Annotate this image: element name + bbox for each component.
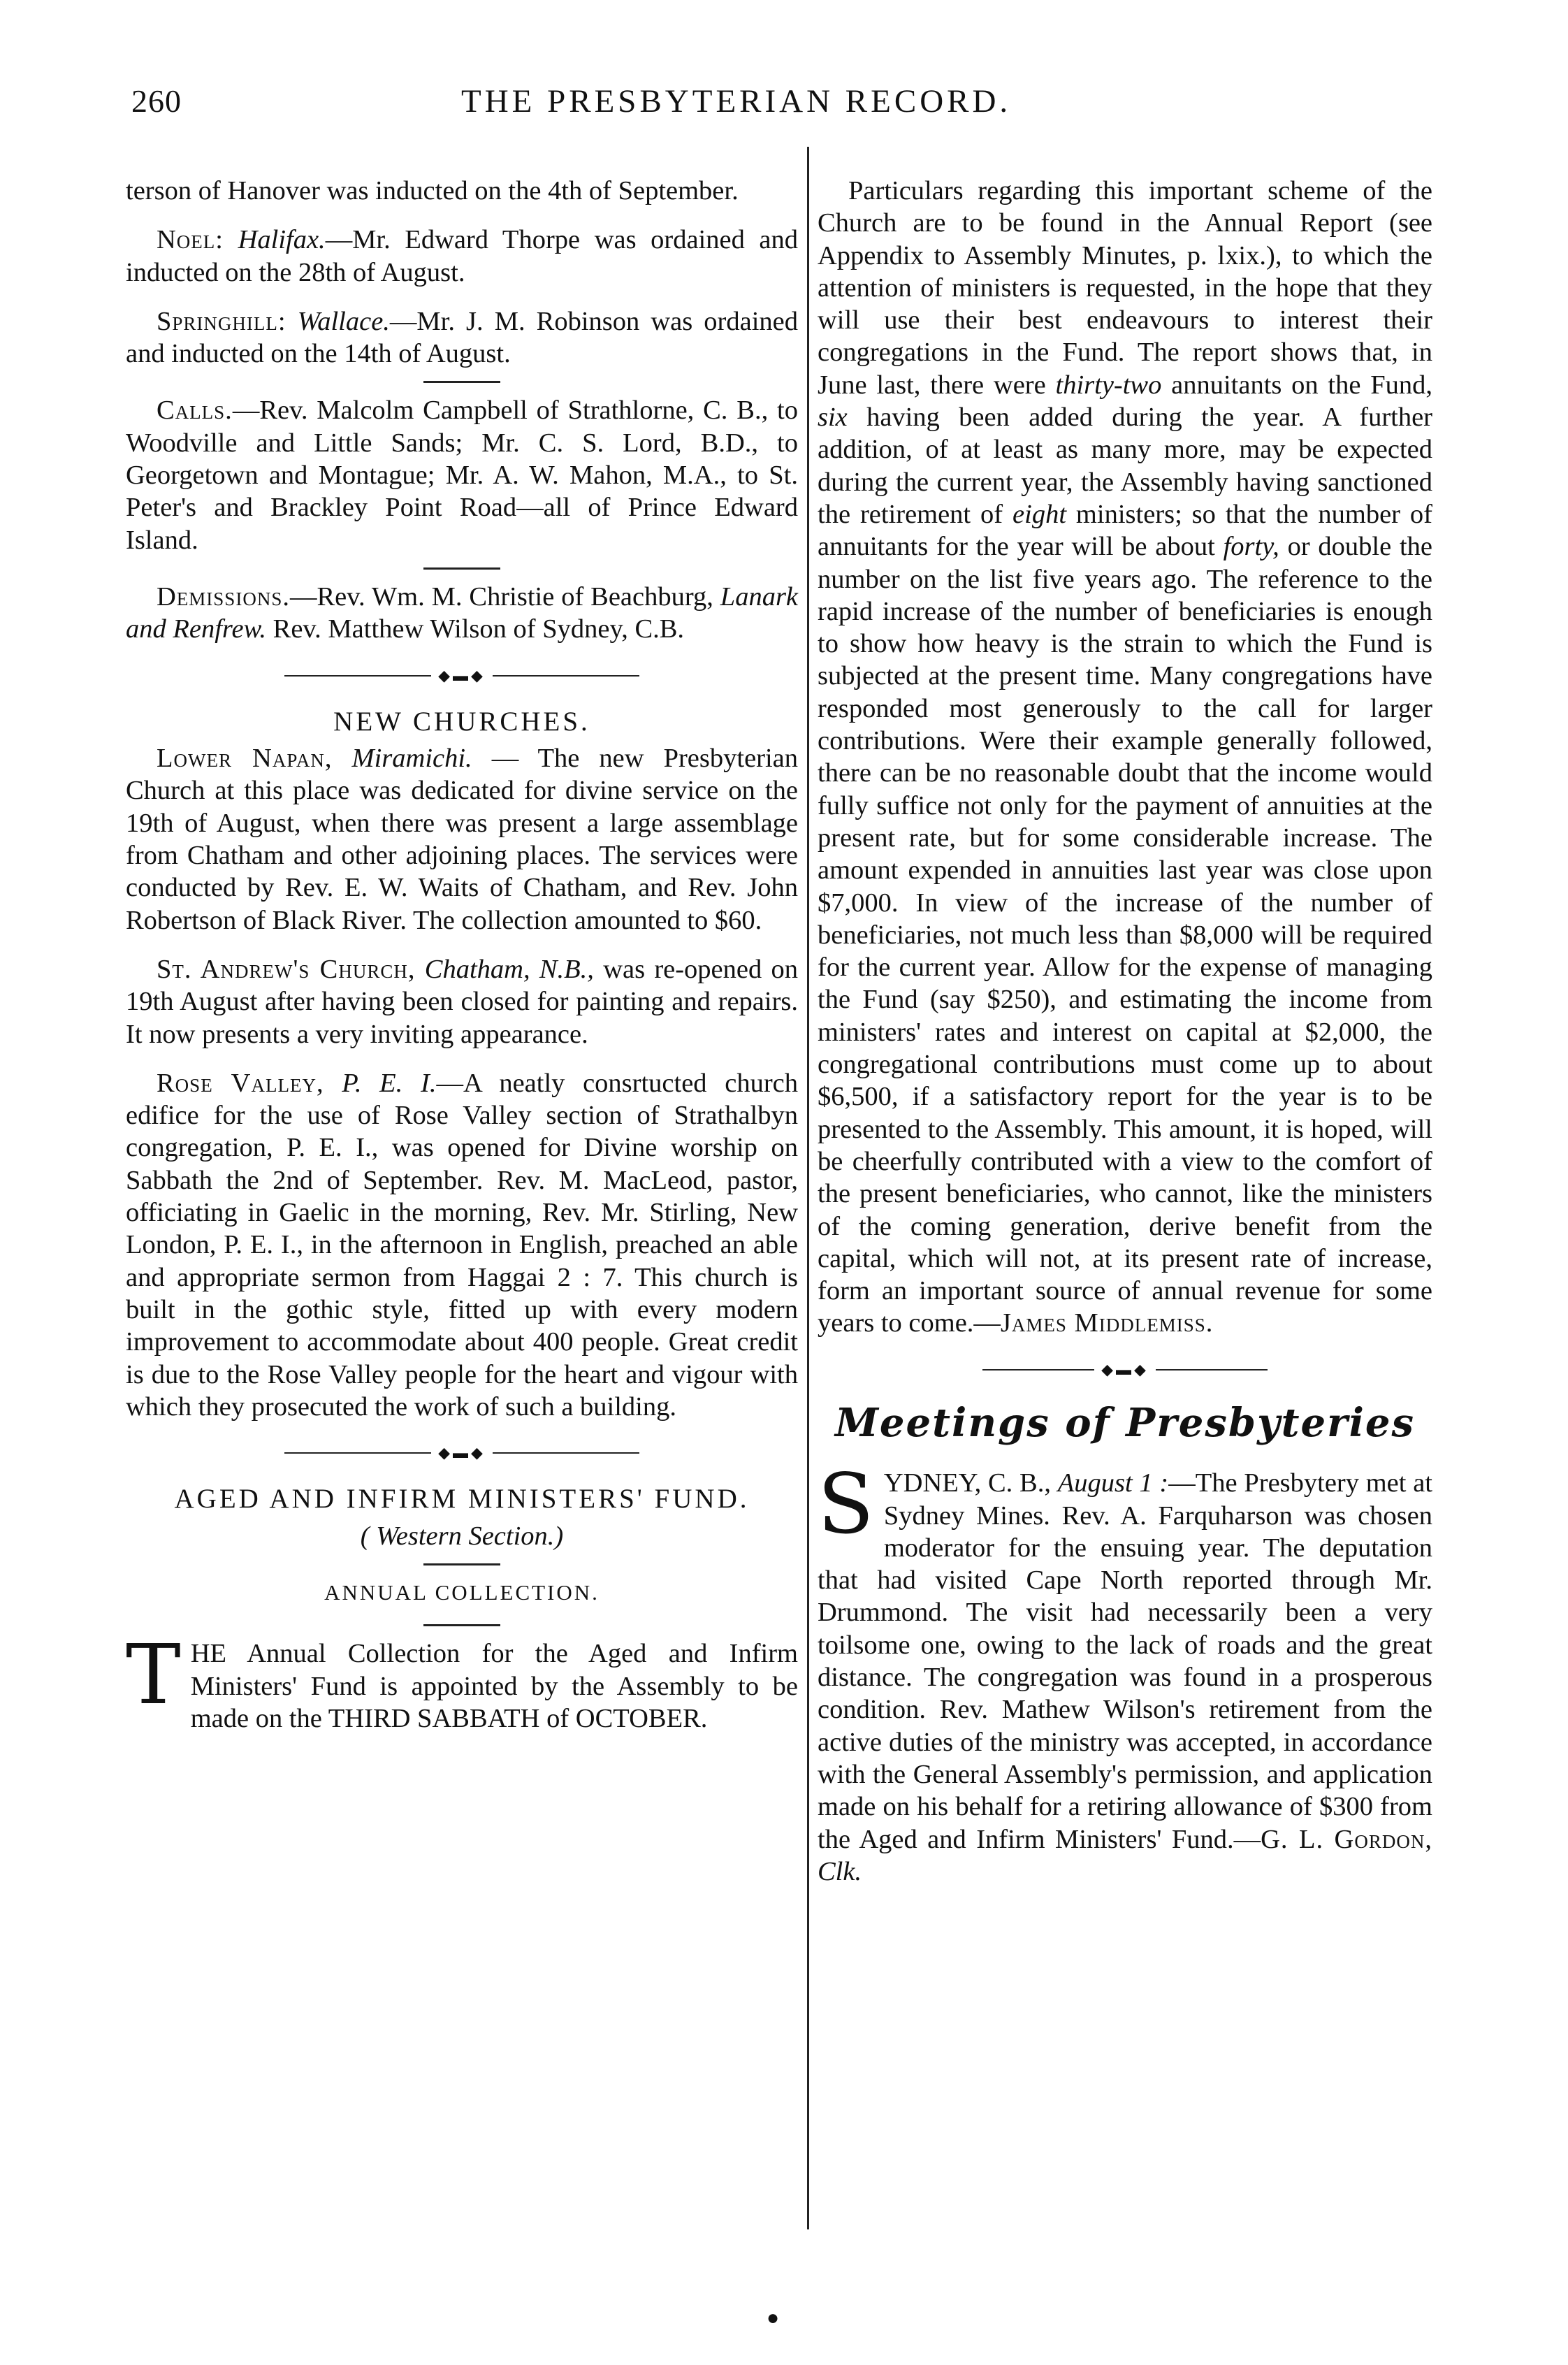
calls-text: —Rev. Malcolm Campbell of Strathlorne, C. B., to Woodville and Little Sands; Mr. C. S. Lord, B.D., to Georgetown and Montague; Mr. A. W. Mahon, M.A., to St. Peter's and Brackley Point Road—all of Prince Edward Island. <box>126 396 798 555</box>
noel-notice <box>126 224 798 289</box>
fund-text-d: ministers; so that the number of annuitants for the year will be about <box>818 499 1432 562</box>
short-rule <box>423 1563 500 1565</box>
rose-valley-place: Rose Valley, <box>157 1068 324 1098</box>
calls-notice <box>126 394 798 556</box>
column-divider <box>807 147 809 2229</box>
napan-place: Lower Napan, <box>157 744 333 774</box>
noel-text: —Mr. Edward Thorpe was ordained and inducted on the 28th of August. <box>126 225 799 287</box>
noel-place: Noel: <box>157 225 224 255</box>
springhill-text: —Mr. J. M. Robinson was ordained and inducted on the 14th of August. <box>126 306 798 369</box>
short-rule <box>423 567 500 570</box>
annual-collection-notice <box>126 1626 798 1735</box>
fund-added-count: six <box>818 403 848 433</box>
napan-notice <box>126 742 798 936</box>
page-number: 260 <box>131 83 182 119</box>
standrews-place: St. Andrew's Church, <box>157 954 416 984</box>
fund-retirement-count: eight <box>1012 499 1067 529</box>
fund-text-b: annuitants on the Fund, <box>1171 370 1433 400</box>
clerk-title: Clk. <box>818 1856 862 1886</box>
ornamental-divider: ◆▬◆ <box>126 1437 798 1469</box>
ornamental-divider: ◆▬◆ <box>126 660 798 692</box>
annual-collection-heading: ANNUAL COLLECTION. <box>324 1579 600 1605</box>
new-churches-heading: NEW CHURCHES. <box>333 706 590 737</box>
annual-collection-text: HE Annual Collection for the Aged and Infirm Ministers' Fund is appointed by the Assembly to be made on the THIRD SABBATH of OCTOBER. <box>190 1639 798 1733</box>
rose-valley-location: P. E. I. <box>342 1068 437 1098</box>
inductions-continued: terson of Hanover was inducted on the 4th of September. <box>126 176 739 205</box>
meetings-heading: Meetings of Presbyteries <box>834 1399 1416 1446</box>
signature: James Middlemiss. <box>1000 1308 1214 1338</box>
demissions-text-2: Rev. Matthew Wilson of Sydney, C.B. <box>273 614 685 644</box>
fund-text-a: Particulars regarding this important scheme of the Church are to be found in the Annual Report (see Appendix to Assembly Minutes, p. lxix.), to which the attention of ministers is requested, in the hope that they will use their best endeavours to interest their congregations in the Fund. The report shows that, in June last, there were <box>818 176 1432 400</box>
springhill-notice <box>126 305 798 370</box>
fund-particulars <box>818 175 1432 1340</box>
sydney-date: August 1 : <box>1057 1468 1169 1498</box>
demissions-label: Demissions. <box>157 581 290 612</box>
drop-cap-s: S <box>818 1456 874 1553</box>
short-rule <box>423 1624 500 1626</box>
springhill-place: Springhill: <box>157 306 286 336</box>
fund-projected-count: forty, <box>1223 532 1279 562</box>
aged-fund-heading: AGED AND INFIRM MINISTERS' FUND. <box>174 1484 750 1514</box>
standrews-location: Chatham, N.B., <box>424 954 594 984</box>
napan-text: — The new Presbyterian Church at this place was dedicated for divine service on the 19th of August, when there was present a large assemblage from Chatham and other adjoining places. The services were conducted by Rev. E. W. Waits of Chatham, and Rev. John Robertson of Black River. The collection amounted to $60. <box>126 744 799 935</box>
springhill-presbytery: Wallace. <box>297 306 390 336</box>
demissions-notice <box>126 581 798 646</box>
standrews-notice <box>126 953 798 1050</box>
rose-valley-notice <box>126 1067 798 1423</box>
calls-label: Calls. <box>157 396 233 426</box>
fund-text-e: or double the number on the list five years ago. The reference to the rapid increase of the number of beneficiaries is enough to show how heavy is the strain to which the Fund is subjected at the present time. Many congregations have responded most generously to the call for larger contributions. Were their example generally followed, there can be no reasonable doubt that the income would fully suffice not only for the payment of annuities at the present rate, but for some considerable increase. The amount expended in annuities last year was close upon $7,000. In view of the increase of the number of beneficiaries, not much less than $8,000 will be required for the current year. Allow for the expense of managing the Fund (say $250), and estimating the income from ministers' rates and interest on capital at $2,000, the congregational contributions must come up to about $6,500, if a satisfactory report for the year is to be presented to the Assembly. This amount, it is hoped, will be cheerfully contributed with a view to the comfort of the present beneficiaries, who cannot, like the ministers of the coming generation, derive benefit from the capital, which will not, at its present rate of increase, form an important source of annual revenue for some years to come.— <box>818 532 1433 1338</box>
sydney-presbytery-report <box>818 1456 1432 1888</box>
napan-presbytery: Miramichi. <box>351 744 472 774</box>
drop-cap-t: T <box>126 1626 181 1723</box>
right-column <box>818 175 1432 1888</box>
demissions-presbytery: Lanark and Renfrew. <box>126 581 799 644</box>
noel-presbytery: Halifax. <box>238 225 326 255</box>
running-header <box>126 82 1244 138</box>
journal-title: THE PRESBYTERIAN RECORD. <box>461 83 1012 120</box>
fund-text-c: having been added during the year. A further addition, of at least as many more, may be expected during the current year, the Assembly having sanctioned the retirement of <box>818 403 1432 529</box>
ornamental-divider: ◆▬◆ <box>818 1354 1432 1386</box>
sydney-place: YDNEY, C. B., <box>883 1468 1051 1498</box>
rose-valley-text: —A neatly consrtucted church edifice for the use of Rose Valley section of Strathalbyn congregation, P. E. I., was opened for Divine worship on Sabbath the 2nd of September. Rev. M. MacLeod, pastor, officiating in Gaelic in the morning, Rev. Mr. Stirling, New London, P. E. I., in the afternoon in English, preached an able and appropriate sermon from Haggai 2 : 7. This church is built in the gothic style, fitted up with every modern improvement to accommodate about 400 people. Great credit is due to the Rose Valley people for the heart and vigour with which they prosecuted the work of such a building. <box>126 1068 798 1422</box>
sydney-text: —The Presbytery met at Sydney Mines. Rev. A. Farquharson was chosen moderator for the ensuing year. The deputation that had visited Cape North reported through Mr. Drummond. The visit had necessarily been a very toilsome one, owing to the lack of roads and the great distance. The congregation was found in a prosperous condition. Rev. Mathew Wilson's retirement from the active duties of the ministry was accepted, in accordance with the General Assembly's permission, and application made on his behalf for a retiring allowance of $300 from the Aged and Infirm Ministers' Fund.— <box>818 1468 1432 1854</box>
clerk-name: G. L. Gordon, <box>1261 1824 1432 1854</box>
left-column <box>126 175 798 1735</box>
short-rule <box>423 381 500 383</box>
footer-mark: ● <box>767 2306 780 2329</box>
aged-fund-subheading: ( Western Section.) <box>360 1521 564 1551</box>
fund-annuitant-count: thirty-two <box>1055 370 1162 400</box>
demissions-text: —Rev. Wm. M. Christie of Beachburg, <box>289 581 713 612</box>
standrews-text: was re-opened on 19th August after having been closed for painting and repairs. It now presents a very inviting appearance. <box>126 954 798 1049</box>
